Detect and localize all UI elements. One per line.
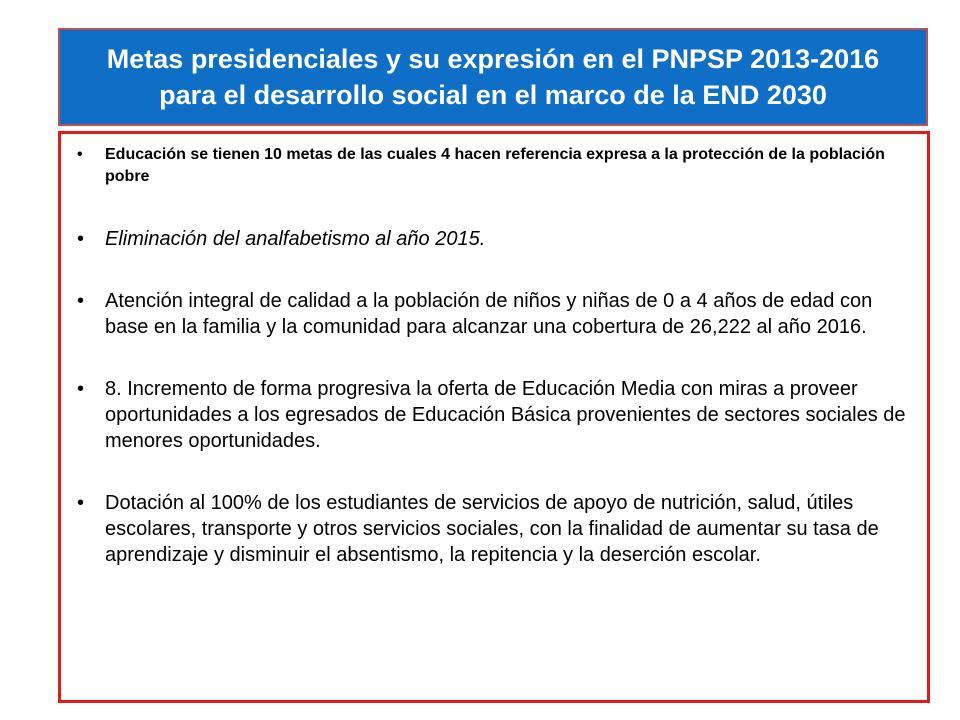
bullet-item-student-support <box>75 490 911 568</box>
bullet-item-education-goals <box>75 144 911 188</box>
content-box <box>58 131 930 703</box>
bullet-dot-icon: • <box>77 228 85 250</box>
bullet-dot-icon: • <box>77 378 85 400</box>
bullet-text: Eliminación del analfabetismo al año 2015. <box>105 228 486 250</box>
title-line-2: para el desarrollo social en el marco de la END 2030 <box>159 80 827 110</box>
bullet-text: Atención integral de calidad a la población de niños y niñas de 0 a 4 años de edad con base en la familia y la comunidad para alcanzar una cobertura de 26,222 al año 2016. <box>105 290 873 338</box>
slide-title <box>107 41 879 113</box>
title-line-1: Metas presidenciales y su expresión en el PNPSP 2013-2016 <box>106 44 880 74</box>
title-banner <box>58 28 928 126</box>
bullet-item-secondary-education <box>75 376 911 454</box>
bullet-list <box>75 144 911 604</box>
bullet-item-illiteracy <box>75 226 911 252</box>
bullet-dot-icon: • <box>77 290 85 312</box>
bullet-text: 8. Incremento de forma progresiva la oferta de Educación Media con miras a proveer oportunidades a los egresados de Educación Básica provenientes de sectores sociales de menores oportunidades. <box>105 378 906 452</box>
bullet-dot-icon: • <box>77 492 85 514</box>
bullet-dot-icon: • <box>77 146 83 163</box>
bullet-item-early-childhood <box>75 288 911 340</box>
bullet-text: Educación se tienen 10 metas de las cuales 4 hacen referencia expresa a la protección de la población pobre <box>105 146 885 185</box>
bullet-text: Dotación al 100% de los estudiantes de servicios de apoyo de nutrición, salud, útiles escolares, transporte y otros servicios sociales, con la finalidad de aumentar su tasa de aprendizaje y disminuir el absentismo, la repitencia y la deserción escolar. <box>105 492 879 566</box>
